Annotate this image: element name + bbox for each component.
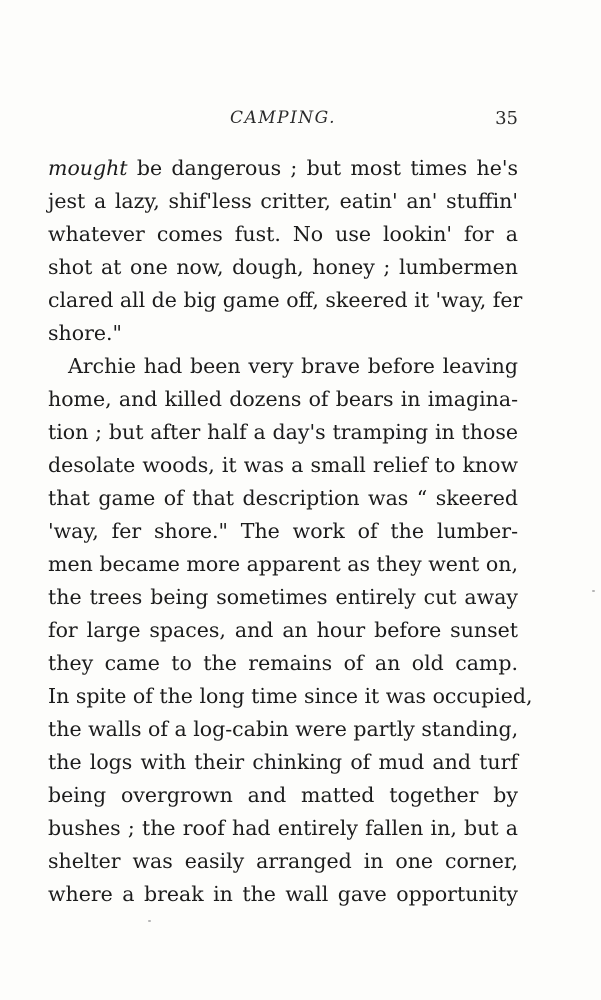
page-number: 35 <box>495 108 518 129</box>
text-line: the logs with their chinking of mud and turf <box>48 750 518 774</box>
text-line: In spite of the long time since it was occupied, <box>48 684 533 708</box>
italic-word: mought <box>48 156 128 180</box>
text-line <box>48 152 518 185</box>
text-line: shelter was easily arranged in one corner, <box>48 849 518 873</box>
text-line: clared all de big game off, skeered it 'way, fer <box>48 288 523 312</box>
text-line: whatever comes fust. No use lookin' for a <box>48 222 518 246</box>
text-line: bushes ; the roof had entirely fallen in, but a <box>48 816 518 840</box>
text-line: the trees being sometimes entirely cut away <box>48 585 518 609</box>
text-line: where a break in the wall gave opportunity <box>48 882 518 906</box>
text-line: that game of that description was “ skeered <box>48 486 518 510</box>
text-line: desolate woods, it was a small relief to know <box>48 453 518 477</box>
text-line: shore." <box>48 321 122 345</box>
text-line: they came to the remains of an old camp. <box>48 651 518 675</box>
text-line: for large spaces, and an hour before sunset <box>48 618 518 642</box>
running-head <box>48 108 518 138</box>
text-line: men became more apparent as they went on, <box>48 552 518 576</box>
text-line: being overgrown and matted together by <box>48 783 518 807</box>
text-line: Archie had been very brave before leaving <box>68 354 518 378</box>
text-line: jest a lazy, shif'less critter, eatin' an' stuffin' <box>48 189 518 213</box>
text-line: tion ; but after half a day's tramping in those <box>48 420 518 444</box>
scan-speck <box>592 590 595 592</box>
text-line: the walls of a log-cabin were partly standing, <box>48 717 519 741</box>
body-text <box>48 152 533 911</box>
scan-speck <box>148 920 151 922</box>
chapter-title: CAMPING. <box>229 108 337 128</box>
text-line: shot at one now, dough, honey ; lumbermen <box>48 255 518 279</box>
text-line-rest: be dangerous ; but most times he's <box>127 156 518 180</box>
text-line: 'way, fer shore." The work of the lumber- <box>48 519 518 543</box>
text-line: home, and killed dozens of bears in imagina- <box>48 387 518 411</box>
